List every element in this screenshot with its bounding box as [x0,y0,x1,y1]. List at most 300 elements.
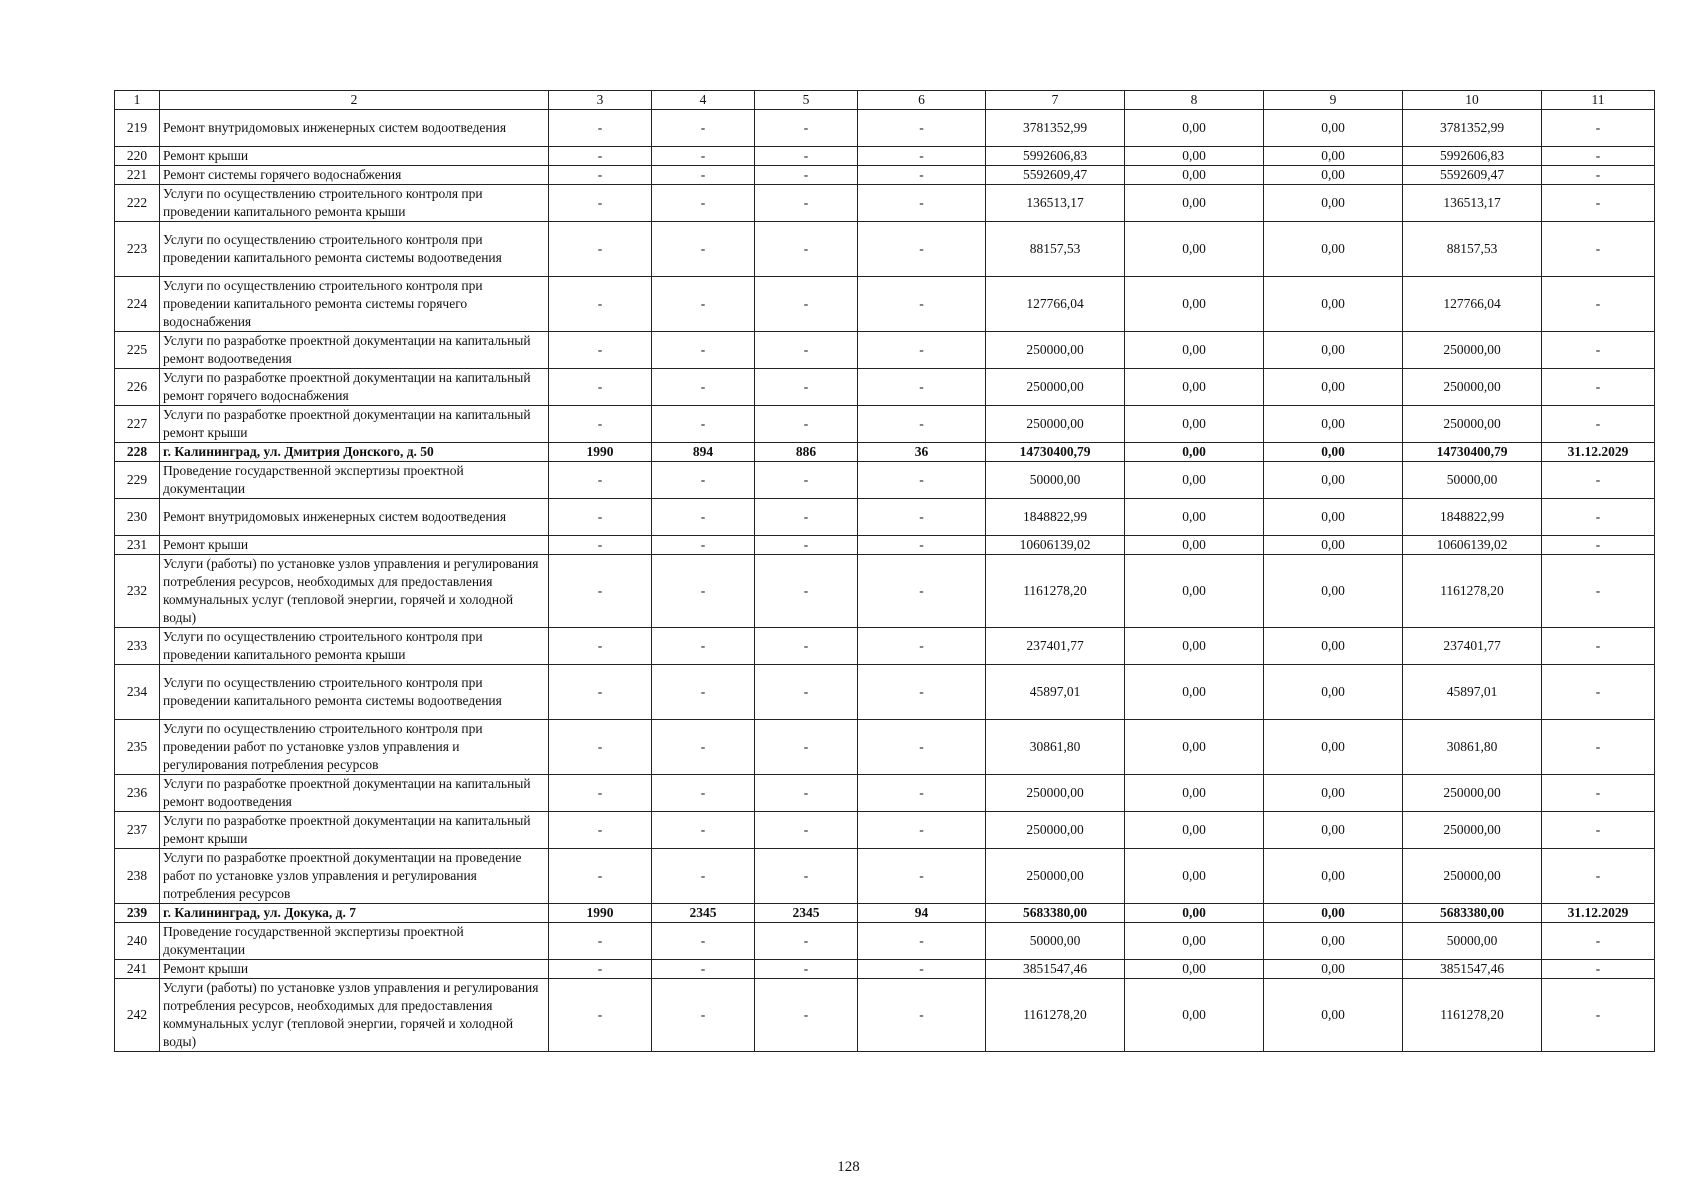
row-number-cell: 231 [115,536,160,555]
living-area-cell: - [755,222,858,277]
other-cost-cell: 0,00 [1264,555,1403,628]
fund-cost-cell: 0,00 [1125,222,1264,277]
total-cost-cell: 30861,80 [986,720,1125,775]
area-cell: - [652,536,755,555]
fund-cost-cell: 0,00 [1125,369,1264,406]
owner-funds-cell: 250000,00 [1403,812,1542,849]
total-cost-cell: 250000,00 [986,369,1125,406]
residents-cell: - [858,960,986,979]
deadline-cell: - [1542,720,1655,775]
year-cell: - [549,849,652,904]
other-cost-cell: 0,00 [1264,166,1403,185]
area-cell: - [652,222,755,277]
deadline-cell: - [1542,462,1655,499]
total-cost-cell: 5683380,00 [986,904,1125,923]
deadline-cell: - [1542,277,1655,332]
owner-funds-cell: 250000,00 [1403,849,1542,904]
header-cell: 11 [1542,91,1655,110]
fund-cost-cell: 0,00 [1125,332,1264,369]
year-cell: - [549,462,652,499]
row-number-cell: 242 [115,979,160,1052]
area-cell: - [652,166,755,185]
residents-cell: - [858,332,986,369]
total-cost-cell: 1161278,20 [986,555,1125,628]
address-row [115,443,1655,462]
total-cost-cell: 250000,00 [986,332,1125,369]
other-cost-cell: 0,00 [1264,443,1403,462]
work-name-cell: Услуги (работы) по установке узлов управления и регулирования потребления ресурсов, необходимых для предоставления коммунальных услуг (тепловой энергии, горячей и холодной воды) [160,979,549,1052]
table-row [115,147,1655,166]
residents-cell: - [858,222,986,277]
header-cell: 8 [1125,91,1264,110]
fund-cost-cell: 0,00 [1125,147,1264,166]
deadline-cell: - [1542,665,1655,720]
year-cell: - [549,499,652,536]
row-number-cell: 239 [115,904,160,923]
work-name-cell: г. Калининград, ул. Докука, д. 7 [160,904,549,923]
area-cell: - [652,499,755,536]
year-cell: 1990 [549,904,652,923]
table-row [115,849,1655,904]
other-cost-cell: 0,00 [1264,185,1403,222]
address-row [115,904,1655,923]
other-cost-cell: 0,00 [1264,406,1403,443]
other-cost-cell: 0,00 [1264,923,1403,960]
other-cost-cell: 0,00 [1264,499,1403,536]
living-area-cell: - [755,369,858,406]
living-area-cell: - [755,923,858,960]
work-name-cell: Услуги по осуществлению строительного контроля при проведении капитального ремонта системы водоотведения [160,665,549,720]
table-row [115,499,1655,536]
year-cell: - [549,720,652,775]
total-cost-cell: 127766,04 [986,277,1125,332]
table-row [115,185,1655,222]
work-name-cell: Услуги по осуществлению строительного контроля при проведении капитального ремонта системы водоотведения [160,222,549,277]
fund-cost-cell: 0,00 [1125,443,1264,462]
deadline-cell: - [1542,536,1655,555]
other-cost-cell: 0,00 [1264,904,1403,923]
fund-cost-cell: 0,00 [1125,923,1264,960]
fund-cost-cell: 0,00 [1125,812,1264,849]
fund-cost-cell: 0,00 [1125,406,1264,443]
year-cell: - [549,369,652,406]
total-cost-cell: 5592609,47 [986,166,1125,185]
table-row [115,775,1655,812]
work-name-cell: Услуги (работы) по установке узлов управления и регулирования потребления ресурсов, необходимых для предоставления коммунальных услуг (тепловой энергии, горячей и холодной воды) [160,555,549,628]
deadline-cell: - [1542,979,1655,1052]
page-number: 128 [837,1159,860,1175]
year-cell: - [549,775,652,812]
fund-cost-cell: 0,00 [1125,166,1264,185]
fund-cost-cell: 0,00 [1125,462,1264,499]
fund-cost-cell: 0,00 [1125,720,1264,775]
header-cell: 3 [549,91,652,110]
work-name-cell: Услуги по разработке проектной документации на проведение работ по установке узлов управления и регулирования потребления ресурсов [160,849,549,904]
year-cell: - [549,147,652,166]
area-cell: - [652,979,755,1052]
fund-cost-cell: 0,00 [1125,110,1264,147]
capital-repair-table [114,90,1655,1052]
column-number-header-row [115,91,1655,110]
other-cost-cell: 0,00 [1264,110,1403,147]
fund-cost-cell: 0,00 [1125,185,1264,222]
deadline-cell: - [1542,332,1655,369]
total-cost-cell: 250000,00 [986,812,1125,849]
table-row [115,166,1655,185]
residents-cell: - [858,185,986,222]
table-row [115,369,1655,406]
row-number-cell: 222 [115,185,160,222]
row-number-cell: 230 [115,499,160,536]
fund-cost-cell: 0,00 [1125,979,1264,1052]
table-row [115,110,1655,147]
work-name-cell: Услуги по разработке проектной документации на капитальный ремонт водоотведения [160,332,549,369]
area-cell: 894 [652,443,755,462]
living-area-cell: - [755,536,858,555]
area-cell: - [652,628,755,665]
living-area-cell: - [755,720,858,775]
area-cell: - [652,406,755,443]
table-row [115,812,1655,849]
owner-funds-cell: 3781352,99 [1403,110,1542,147]
total-cost-cell: 136513,17 [986,185,1125,222]
residents-cell: - [858,499,986,536]
total-cost-cell: 1848822,99 [986,499,1125,536]
owner-funds-cell: 10606139,02 [1403,536,1542,555]
year-cell: 1990 [549,443,652,462]
owner-funds-cell: 127766,04 [1403,277,1542,332]
residents-cell: - [858,147,986,166]
residents-cell: - [858,849,986,904]
deadline-cell: - [1542,369,1655,406]
area-cell: - [652,110,755,147]
residents-cell: 94 [858,904,986,923]
total-cost-cell: 3851547,46 [986,960,1125,979]
table-row [115,536,1655,555]
year-cell: - [549,222,652,277]
year-cell: - [549,110,652,147]
table-row [115,960,1655,979]
other-cost-cell: 0,00 [1264,222,1403,277]
fund-cost-cell: 0,00 [1125,277,1264,332]
other-cost-cell: 0,00 [1264,960,1403,979]
other-cost-cell: 0,00 [1264,720,1403,775]
fund-cost-cell: 0,00 [1125,555,1264,628]
living-area-cell: 886 [755,443,858,462]
deadline-cell: - [1542,849,1655,904]
deadline-cell: - [1542,812,1655,849]
area-cell: - [652,369,755,406]
living-area-cell: - [755,406,858,443]
owner-funds-cell: 88157,53 [1403,222,1542,277]
residents-cell: - [858,462,986,499]
row-number-cell: 228 [115,443,160,462]
fund-cost-cell: 0,00 [1125,960,1264,979]
owner-funds-cell: 50000,00 [1403,923,1542,960]
work-name-cell: Ремонт внутридомовых инженерных систем водоотведения [160,499,549,536]
fund-cost-cell: 0,00 [1125,665,1264,720]
residents-cell: 36 [858,443,986,462]
deadline-cell: 31.12.2029 [1542,443,1655,462]
row-number-cell: 224 [115,277,160,332]
other-cost-cell: 0,00 [1264,536,1403,555]
row-number-cell: 219 [115,110,160,147]
table-row [115,332,1655,369]
living-area-cell: - [755,166,858,185]
row-number-cell: 237 [115,812,160,849]
living-area-cell: - [755,849,858,904]
area-cell: - [652,665,755,720]
other-cost-cell: 0,00 [1264,369,1403,406]
deadline-cell: - [1542,775,1655,812]
owner-funds-cell: 250000,00 [1403,406,1542,443]
owner-funds-cell: 5592609,47 [1403,166,1542,185]
header-cell: 9 [1264,91,1403,110]
header-cell: 5 [755,91,858,110]
work-name-cell: Услуги по осуществлению строительного контроля при проведении капитального ремонта крыши [160,628,549,665]
residents-cell: - [858,555,986,628]
owner-funds-cell: 45897,01 [1403,665,1542,720]
work-name-cell: Услуги по разработке проектной документации на капитальный ремонт горячего водоснабжения [160,369,549,406]
residents-cell: - [858,536,986,555]
work-name-cell: Ремонт крыши [160,147,549,166]
work-name-cell: Ремонт внутридомовых инженерных систем водоотведения [160,110,549,147]
total-cost-cell: 237401,77 [986,628,1125,665]
other-cost-cell: 0,00 [1264,665,1403,720]
year-cell: - [549,665,652,720]
living-area-cell: - [755,499,858,536]
residents-cell: - [858,979,986,1052]
residents-cell: - [858,812,986,849]
living-area-cell: - [755,147,858,166]
header-cell: 4 [652,91,755,110]
area-cell: - [652,923,755,960]
table-row [115,665,1655,720]
header-cell: 2 [160,91,549,110]
residents-cell: - [858,720,986,775]
total-cost-cell: 250000,00 [986,406,1125,443]
area-cell: - [652,849,755,904]
owner-funds-cell: 3851547,46 [1403,960,1542,979]
table-row [115,979,1655,1052]
work-name-cell: Ремонт крыши [160,960,549,979]
total-cost-cell: 250000,00 [986,775,1125,812]
work-name-cell: Услуги по осуществлению строительного контроля при проведении капитального ремонта крыши [160,185,549,222]
owner-funds-cell: 1161278,20 [1403,979,1542,1052]
year-cell: - [549,185,652,222]
year-cell: - [549,812,652,849]
work-name-cell: г. Калининград, ул. Дмитрия Донского, д. 50 [160,443,549,462]
row-number-cell: 240 [115,923,160,960]
residents-cell: - [858,277,986,332]
living-area-cell: - [755,462,858,499]
row-number-cell: 233 [115,628,160,665]
area-cell: 2345 [652,904,755,923]
owner-funds-cell: 250000,00 [1403,369,1542,406]
area-cell: - [652,332,755,369]
deadline-cell: 31.12.2029 [1542,904,1655,923]
row-number-cell: 235 [115,720,160,775]
living-area-cell: - [755,277,858,332]
other-cost-cell: 0,00 [1264,147,1403,166]
header-cell: 6 [858,91,986,110]
living-area-cell: - [755,628,858,665]
row-number-cell: 234 [115,665,160,720]
total-cost-cell: 88157,53 [986,222,1125,277]
area-cell: - [652,555,755,628]
year-cell: - [549,628,652,665]
total-cost-cell: 1161278,20 [986,979,1125,1052]
row-number-cell: 221 [115,166,160,185]
year-cell: - [549,979,652,1052]
fund-cost-cell: 0,00 [1125,628,1264,665]
year-cell: - [549,960,652,979]
total-cost-cell: 14730400,79 [986,443,1125,462]
header-cell: 10 [1403,91,1542,110]
owner-funds-cell: 250000,00 [1403,332,1542,369]
area-cell: - [652,185,755,222]
deadline-cell: - [1542,185,1655,222]
area-cell: - [652,720,755,775]
table-row [115,462,1655,499]
year-cell: - [549,166,652,185]
other-cost-cell: 0,00 [1264,462,1403,499]
residents-cell: - [858,110,986,147]
owner-funds-cell: 5992606,83 [1403,147,1542,166]
residents-cell: - [858,628,986,665]
total-cost-cell: 3781352,99 [986,110,1125,147]
owner-funds-cell: 5683380,00 [1403,904,1542,923]
row-number-cell: 238 [115,849,160,904]
header-cell: 1 [115,91,160,110]
deadline-cell: - [1542,147,1655,166]
work-name-cell: Ремонт системы горячего водоснабжения [160,166,549,185]
work-name-cell: Проведение государственной экспертизы проектной документации [160,923,549,960]
owner-funds-cell: 1848822,99 [1403,499,1542,536]
table-row [115,628,1655,665]
residents-cell: - [858,406,986,443]
other-cost-cell: 0,00 [1264,332,1403,369]
living-area-cell: - [755,332,858,369]
year-cell: - [549,536,652,555]
total-cost-cell: 50000,00 [986,923,1125,960]
living-area-cell: - [755,665,858,720]
living-area-cell: - [755,812,858,849]
area-cell: - [652,147,755,166]
row-number-cell: 232 [115,555,160,628]
total-cost-cell: 5992606,83 [986,147,1125,166]
owner-funds-cell: 30861,80 [1403,720,1542,775]
deadline-cell: - [1542,960,1655,979]
row-number-cell: 223 [115,222,160,277]
other-cost-cell: 0,00 [1264,979,1403,1052]
deadline-cell: - [1542,923,1655,960]
deadline-cell: - [1542,406,1655,443]
deadline-cell: - [1542,555,1655,628]
area-cell: - [652,775,755,812]
deadline-cell: - [1542,166,1655,185]
row-number-cell: 229 [115,462,160,499]
table-row [115,277,1655,332]
row-number-cell: 226 [115,369,160,406]
row-number-cell: 227 [115,406,160,443]
area-cell: - [652,462,755,499]
table-row [115,555,1655,628]
living-area-cell: - [755,555,858,628]
area-cell: - [652,812,755,849]
year-cell: - [549,332,652,369]
living-area-cell: 2345 [755,904,858,923]
fund-cost-cell: 0,00 [1125,775,1264,812]
owner-funds-cell: 14730400,79 [1403,443,1542,462]
living-area-cell: - [755,110,858,147]
row-number-cell: 241 [115,960,160,979]
owner-funds-cell: 237401,77 [1403,628,1542,665]
area-cell: - [652,277,755,332]
row-number-cell: 236 [115,775,160,812]
work-name-cell: Проведение государственной экспертизы проектной документации [160,462,549,499]
work-name-cell: Услуги по разработке проектной документации на капитальный ремонт крыши [160,406,549,443]
row-number-cell: 225 [115,332,160,369]
work-name-cell: Ремонт крыши [160,536,549,555]
deadline-cell: - [1542,499,1655,536]
area-cell: - [652,960,755,979]
work-name-cell: Услуги по осуществлению строительного контроля при проведении работ по установке узлов управления и регулирования потребления ресурсов [160,720,549,775]
work-name-cell: Услуги по осуществлению строительного контроля при проведении капитального ремонта системы горячего водоснабжения [160,277,549,332]
residents-cell: - [858,665,986,720]
owner-funds-cell: 136513,17 [1403,185,1542,222]
deadline-cell: - [1542,222,1655,277]
total-cost-cell: 50000,00 [986,462,1125,499]
table-body [115,91,1655,1052]
owner-funds-cell: 250000,00 [1403,775,1542,812]
deadline-cell: - [1542,628,1655,665]
living-area-cell: - [755,960,858,979]
other-cost-cell: 0,00 [1264,277,1403,332]
residents-cell: - [858,775,986,812]
other-cost-cell: 0,00 [1264,628,1403,665]
deadline-cell: - [1542,110,1655,147]
living-area-cell: - [755,185,858,222]
fund-cost-cell: 0,00 [1125,499,1264,536]
residents-cell: - [858,923,986,960]
owner-funds-cell: 50000,00 [1403,462,1542,499]
table-row [115,720,1655,775]
work-name-cell: Услуги по разработке проектной документации на капитальный ремонт крыши [160,812,549,849]
table-row [115,923,1655,960]
fund-cost-cell: 0,00 [1125,904,1264,923]
fund-cost-cell: 0,00 [1125,849,1264,904]
header-cell: 7 [986,91,1125,110]
residents-cell: - [858,166,986,185]
living-area-cell: - [755,775,858,812]
residents-cell: - [858,369,986,406]
year-cell: - [549,555,652,628]
living-area-cell: - [755,979,858,1052]
year-cell: - [549,923,652,960]
other-cost-cell: 0,00 [1264,812,1403,849]
table-row [115,222,1655,277]
other-cost-cell: 0,00 [1264,775,1403,812]
owner-funds-cell: 1161278,20 [1403,555,1542,628]
other-cost-cell: 0,00 [1264,849,1403,904]
work-name-cell: Услуги по разработке проектной документации на капитальный ремонт водоотведения [160,775,549,812]
total-cost-cell: 250000,00 [986,849,1125,904]
year-cell: - [549,277,652,332]
table-row [115,406,1655,443]
row-number-cell: 220 [115,147,160,166]
total-cost-cell: 10606139,02 [986,536,1125,555]
